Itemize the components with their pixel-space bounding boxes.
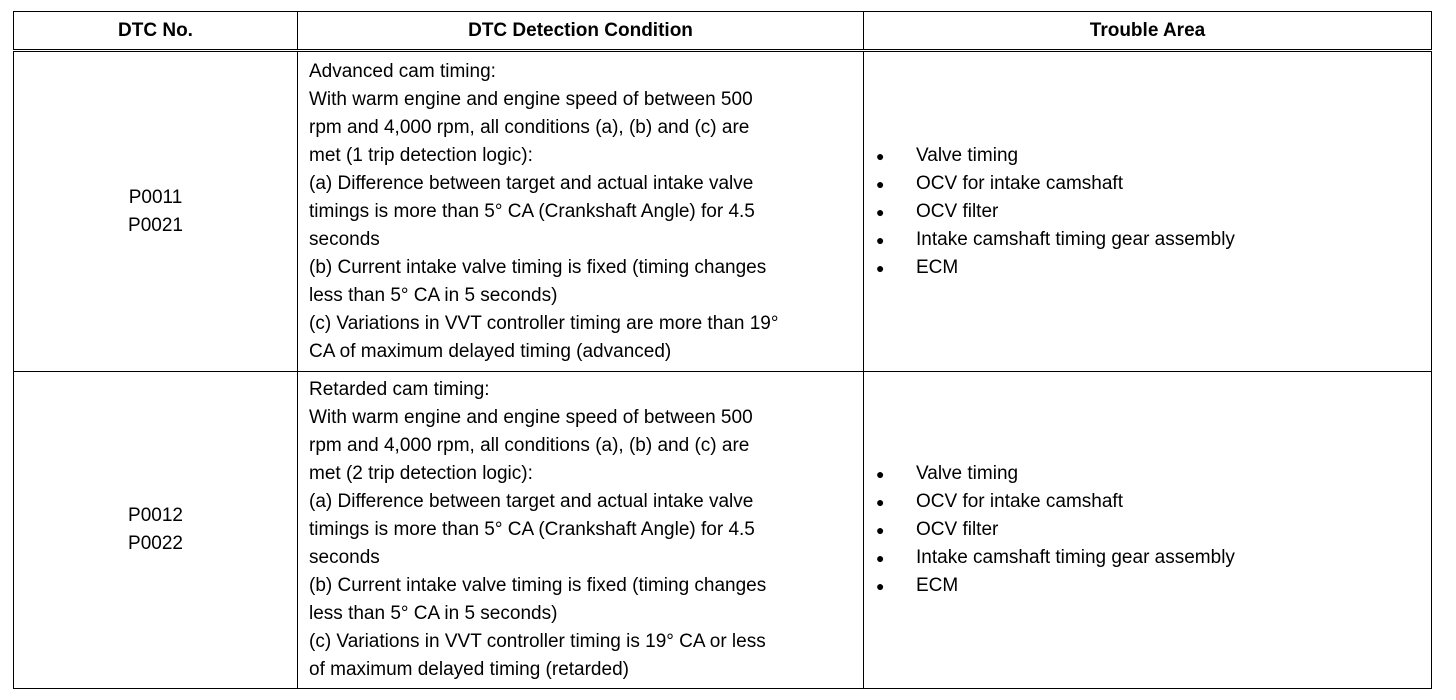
trouble-area-item: ECM	[916, 256, 959, 278]
trouble-area-cell	[864, 372, 1432, 689]
bullet-icon: ●	[876, 231, 885, 248]
trouble-area-item: Valve timing	[916, 463, 1019, 484]
trouble-area-list	[874, 142, 1431, 282]
bullet-icon: ●	[876, 259, 885, 276]
trouble-area-item: ECM	[916, 575, 959, 596]
condition-line: timings is more than 5° CA (Crankshaft Angle) for 4.5	[309, 519, 755, 540]
bullet-icon: ●	[876, 578, 885, 594]
condition-line: met (2 trip detection logic):	[309, 463, 533, 484]
condition-line: (c) Variations in VVT controller timing are more than 19°	[309, 312, 779, 334]
bullet-icon: ●	[876, 494, 885, 510]
trouble-area-item: OCV for intake camshaft	[916, 172, 1123, 194]
dtc-code: P0021	[128, 214, 183, 236]
table-row	[14, 372, 1432, 689]
list-item	[874, 516, 1431, 544]
trouble-area-cell	[864, 51, 1432, 372]
list-item	[874, 226, 1431, 254]
dtc-code: P0011	[128, 186, 183, 208]
list-item	[874, 170, 1431, 198]
trouble-area-list	[874, 460, 1431, 600]
bullet-icon: ●	[876, 550, 885, 566]
trouble-area-item: OCV filter	[916, 519, 999, 540]
condition-line: (a) Difference between target and actual intake valve	[309, 172, 754, 194]
list-item	[874, 572, 1431, 600]
trouble-area-item: Intake camshaft timing gear assembly	[916, 228, 1235, 250]
condition-line: Advanced cam timing:	[309, 60, 496, 82]
condition-line: less than 5° CA in 5 seconds)	[309, 603, 558, 624]
trouble-area-item: OCV for intake camshaft	[916, 491, 1123, 512]
dtc-code: P0012	[128, 505, 183, 526]
trouble-area-item: OCV filter	[916, 200, 999, 222]
condition-line: (a) Difference between target and actual intake valve	[309, 491, 754, 512]
table-row	[14, 51, 1432, 372]
bullet-icon: ●	[876, 175, 885, 192]
condition-line: timings is more than 5° CA (Crankshaft Angle) for 4.5	[309, 200, 755, 222]
condition-line: rpm and 4,000 rpm, all conditions (a), (b) and (c) are	[309, 116, 750, 138]
condition-line: less than 5° CA in 5 seconds)	[309, 284, 558, 306]
condition-line: With warm engine and engine speed of between 500	[309, 88, 753, 110]
detection-condition-cell	[298, 51, 864, 372]
header-row	[14, 12, 1432, 51]
bullet-icon: ●	[876, 147, 885, 164]
dtc-code-cell	[14, 372, 298, 689]
header-trouble-area: Trouble Area	[864, 12, 1432, 51]
condition-line: met (1 trip detection logic):	[309, 144, 533, 166]
condition-line: seconds	[309, 228, 380, 250]
list-item	[874, 198, 1431, 226]
condition-line: (c) Variations in VVT controller timing is 19° CA or less	[309, 631, 766, 652]
trouble-area-item: Valve timing	[916, 144, 1019, 166]
detection-condition-cell	[298, 372, 864, 689]
bullet-icon: ●	[876, 522, 885, 538]
list-item	[874, 544, 1431, 572]
bullet-icon: ●	[876, 203, 885, 220]
table-header	[14, 12, 1432, 51]
condition-line: (b) Current intake valve timing is fixed (timing changes	[309, 575, 767, 596]
condition-line: With warm engine and engine speed of between 500	[309, 407, 753, 428]
dtc-table	[13, 11, 1432, 689]
list-item	[874, 488, 1431, 516]
list-item	[874, 460, 1431, 488]
list-item	[874, 142, 1431, 170]
condition-line: CA of maximum delayed timing (advanced)	[309, 340, 672, 362]
dtc-code: P0022	[128, 533, 183, 554]
header-dtc-no: DTC No.	[14, 12, 298, 51]
condition-line: rpm and 4,000 rpm, all conditions (a), (b) and (c) are	[309, 435, 750, 456]
table-body	[14, 51, 1432, 689]
dtc-code-cell	[14, 51, 298, 372]
list-item	[874, 254, 1431, 282]
condition-line: of maximum delayed timing (retarded)	[309, 659, 629, 680]
trouble-area-item: Intake camshaft timing gear assembly	[916, 547, 1235, 568]
condition-line: (b) Current intake valve timing is fixed (timing changes	[309, 256, 767, 278]
condition-line: Retarded cam timing:	[309, 379, 490, 400]
bullet-icon: ●	[876, 466, 885, 482]
condition-line: seconds	[309, 547, 380, 568]
header-detection-condition: DTC Detection Condition	[298, 12, 864, 51]
